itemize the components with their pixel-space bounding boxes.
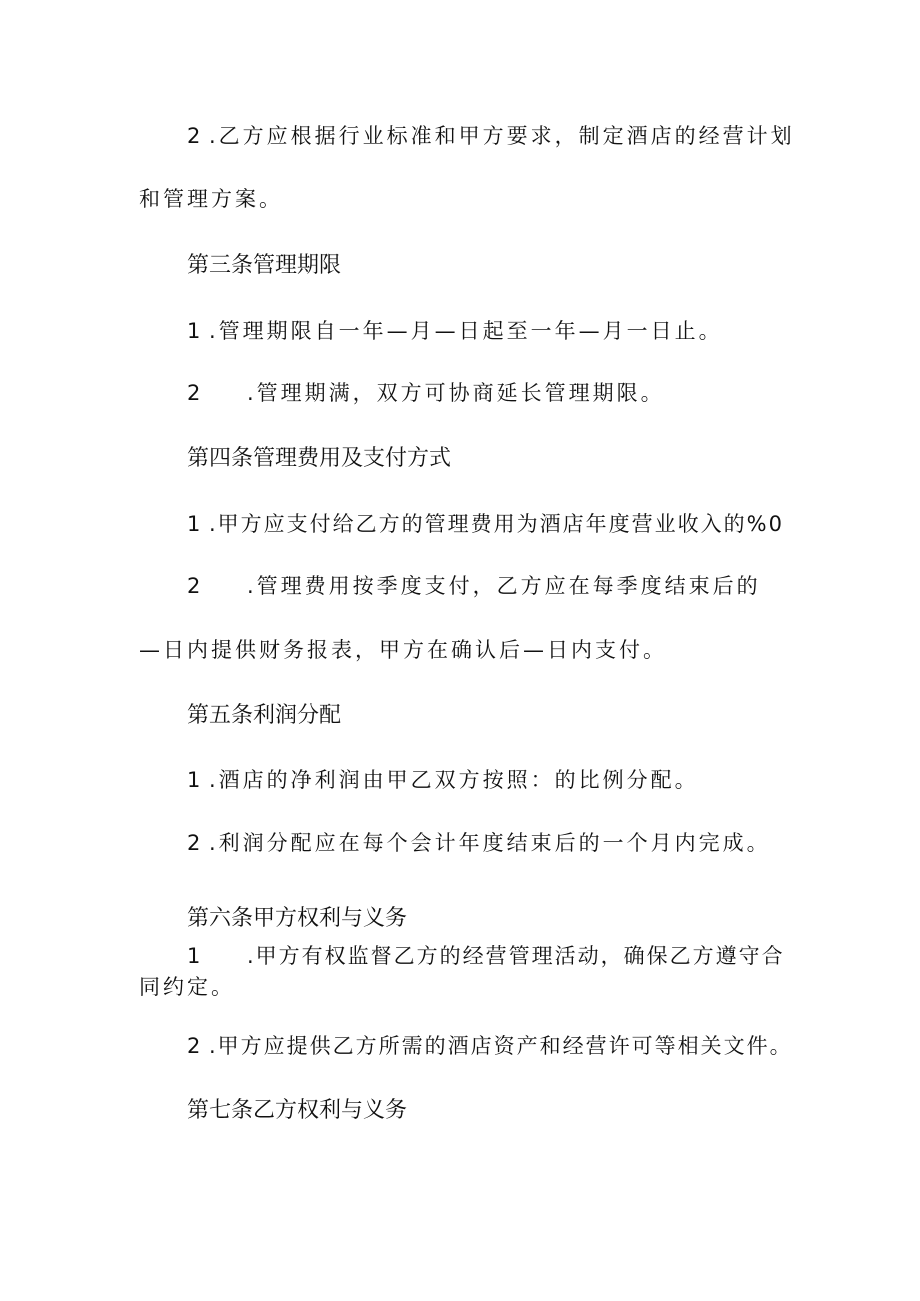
item-number: 2: [187, 831, 204, 855]
paragraph-text: .乙方应根据行业标准和甲方要求，制定酒店的经营计划: [209, 124, 795, 148]
paragraph-text: .甲方应提供乙方所需的酒店资产和经营许可等相关文件。: [209, 1034, 793, 1058]
section-heading: 第三条管理期限: [187, 253, 342, 278]
paragraph-line: [187, 510, 784, 538]
paragraph-line: [187, 572, 761, 600]
section-heading: 第六条甲方权利与义务: [187, 906, 408, 931]
item-number: 1: [187, 319, 204, 343]
paragraph-line: [139, 636, 667, 664]
paragraph-line: [139, 185, 283, 213]
paragraph-line: [187, 942, 785, 970]
paragraph-text: .酒店的净利润由甲乙双方按照：的比例分配。: [209, 768, 699, 792]
item-number: 2: [187, 574, 204, 598]
paragraph-text: .甲方应支付给乙方的管理费用为酒店年度营业收入的%0: [209, 512, 784, 536]
paragraph-text: .甲方有权监督乙方的经营管理活动，确保乙方遵守合: [247, 944, 785, 968]
paragraph-line: [187, 829, 771, 857]
section-heading: 第七条乙方权利与义务: [187, 1098, 408, 1123]
paragraph-line: [187, 317, 723, 345]
item-number: 2: [187, 124, 204, 148]
item-number: 2: [187, 1034, 204, 1058]
paragraph-line: [139, 973, 235, 1001]
paragraph-text: 和管理方案。: [139, 187, 283, 211]
paragraph-text: .管理期满，双方可协商延长管理期限。: [247, 381, 665, 405]
paragraph-text: .管理费用按季度支付，乙方应在每季度结束后的: [247, 574, 761, 598]
item-number: 1: [187, 512, 204, 536]
item-number: 2: [187, 381, 204, 405]
section-heading: 第四条管理费用及支付方式: [187, 446, 452, 471]
paragraph-text: .管理期限自一年—月—日起至一年—月一日止。: [209, 319, 723, 343]
paragraph-line: [187, 379, 665, 407]
paragraph-line: [187, 122, 795, 150]
paragraph-text: .利润分配应在每个会计年度结束后的一个月内完成。: [209, 831, 771, 855]
item-number: 1: [187, 944, 204, 968]
section-heading: 第五条利润分配: [187, 703, 342, 728]
paragraph-text: —日内提供财务报表，甲方在确认后—日内支付。: [139, 638, 667, 662]
item-number: 1: [187, 768, 204, 792]
paragraph-line: [187, 766, 699, 794]
paragraph-text: 同约定。: [139, 975, 235, 999]
paragraph-line: [187, 1032, 793, 1060]
